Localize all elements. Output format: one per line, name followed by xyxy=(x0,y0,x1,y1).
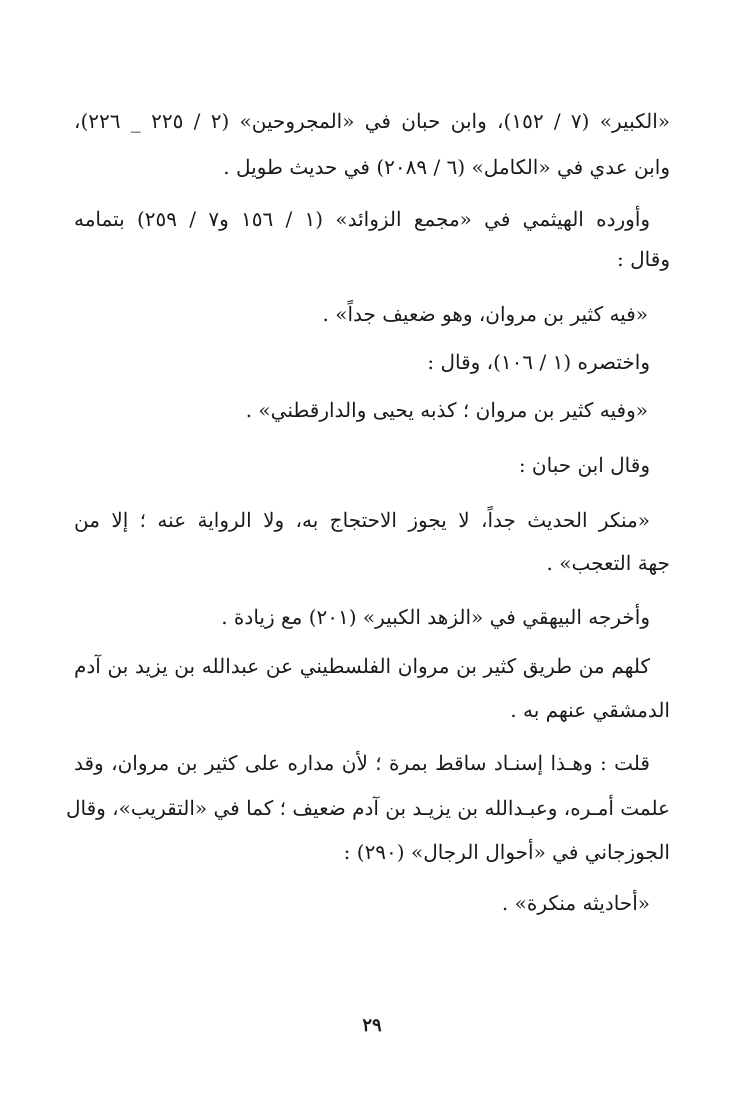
text-line: الدمشقي عنهم به . xyxy=(510,698,670,722)
quote-line: جهة التعجب» . xyxy=(546,551,670,575)
text-line: قلت : وهـذا إسنـاد ساقط بمرة ؛ لأن مداره على كثير بن مروان، وقد xyxy=(74,751,650,775)
quote-line: «أحاديثه منكرة» . xyxy=(501,891,650,915)
text-line: وأخرجه البيهقي في «الزهد الكبير» (٢٠١) مع زيادة . xyxy=(221,605,650,629)
text-line: واختصره (١ / ١٠٦)، وقال : xyxy=(427,350,650,374)
text-line: علمت أمـره، وعبـدالله بن يزيـد بن آدم ضعيف ؛ كما في «التقريب»، وقال xyxy=(65,796,670,820)
quote-line: «فيه كثير بن مروان، وهو ضعيف جداً» . xyxy=(322,302,648,326)
text-line: الجوزجاني في «أحوال الرجال» (٢٩٠) : xyxy=(343,840,670,864)
text-line: كلهم من طريق كثير بن مروان الفلسطيني عن عبدالله بن يزيد بن آدم xyxy=(74,654,650,678)
text-line: وأورده الهيثمي في «مجمع الزوائد» (١ / ١٥٦ و٧ / ٢٥٩) بتمامه xyxy=(74,207,651,231)
text-line: «الكبير» (٧ / ١٥٢)، وابن حبان في «المجروحين» (٢ / ٢٢٥ _ ٢٢٦)، xyxy=(74,109,671,133)
quote-line: «منكر الحديث جداً، لا يجوز الاحتجاج به، ولا الرواية عنه ؛ إلا من xyxy=(74,508,650,532)
text-line: وابن عدي في «الكامل» (٦ / ٢٠٨٩) في حديث طويل . xyxy=(223,155,670,179)
text-line: وقال ابن حبان : xyxy=(518,453,650,477)
page-number: ٢٩ xyxy=(362,1015,382,1036)
quote-line: «وفيه كثير بن مروان ؛ كذبه يحيى والدارقطني» . xyxy=(245,398,648,422)
text-line: وقال : xyxy=(617,247,670,271)
